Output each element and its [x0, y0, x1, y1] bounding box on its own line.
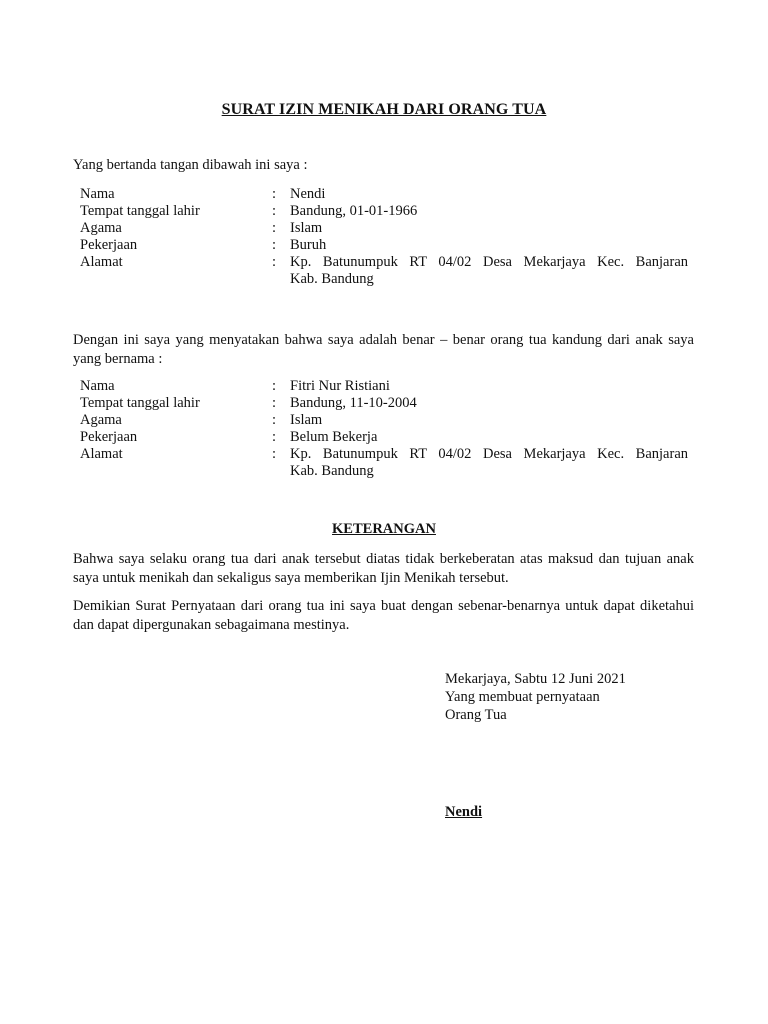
field-value: Buruh	[290, 237, 327, 253]
keterangan-paragraph-2: Demikian Surat Pernyataan dari orang tua ini saya buat dengan sebenar-benarnya untuk dapat diketahui dan dapat dipergunakan sebagaimana mestinya.	[73, 598, 694, 633]
parent-name-row	[80, 186, 694, 203]
parent-job-row	[80, 237, 694, 254]
field-label: Tempat tanggal lahir	[80, 203, 200, 219]
field-separator: :	[272, 378, 277, 394]
keterangan-heading: KETERANGAN	[332, 521, 436, 537]
field-separator: :	[272, 220, 277, 236]
child-info-table	[80, 378, 694, 480]
field-separator: :	[272, 429, 277, 445]
field-value	[290, 254, 688, 288]
child-name-row	[80, 378, 694, 395]
field-label: Tempat tanggal lahir	[80, 395, 200, 411]
field-label: Pekerjaan	[80, 429, 138, 445]
keterangan-paragraph-1: Bahwa saya selaku orang tua dari anak tersebut diatas tidak berkeberatan atas maksud dan tujuan anak saya untuk menikah dan sekaligus saya memberikan Ijin Menikah tersebut.	[73, 551, 694, 586]
parent-address-row	[80, 254, 694, 288]
address-line-2: Kab. Bandung	[290, 463, 374, 479]
field-separator: :	[272, 237, 277, 253]
signature-role: Orang Tua	[445, 707, 507, 723]
signer-name: Nendi	[445, 804, 483, 820]
signature-block	[445, 670, 626, 724]
parent-info-table	[80, 186, 694, 288]
field-value: Bandung, 01-01-1966	[290, 203, 418, 219]
field-separator: :	[272, 186, 277, 202]
child-job-row	[80, 429, 694, 446]
child-religion-row	[80, 412, 694, 429]
field-value: Bandung, 11-10-2004	[290, 395, 417, 411]
field-label: Nama	[80, 186, 115, 202]
field-value	[290, 446, 688, 480]
child-birth-row	[80, 395, 694, 412]
field-value: Islam	[290, 220, 323, 236]
field-label: Nama	[80, 378, 115, 394]
field-separator: :	[272, 446, 277, 462]
address-line-1: Kp. Batunumpuk RT 04/02 Desa Mekarjaya Kec. Banjaran	[290, 254, 688, 270]
field-label: Agama	[80, 412, 122, 428]
signature-maker: Yang membuat pernyataan	[445, 689, 600, 705]
field-value: Islam	[290, 412, 323, 428]
field-separator: :	[272, 412, 277, 428]
address-line-2: Kab. Bandung	[290, 271, 374, 287]
place-date: Mekarjaya, Sabtu 12 Juni 2021	[445, 671, 626, 687]
field-separator: :	[272, 203, 277, 219]
field-label: Alamat	[80, 254, 123, 270]
field-value: Belum Bekerja	[290, 429, 378, 445]
field-separator: :	[272, 254, 277, 270]
field-separator: :	[272, 395, 277, 411]
parent-religion-row	[80, 220, 694, 237]
field-label: Alamat	[80, 446, 123, 462]
field-label: Pekerjaan	[80, 237, 138, 253]
parent-birth-row	[80, 203, 694, 220]
field-value: Nendi	[290, 186, 326, 202]
document-title: SURAT IZIN MENIKAH DARI ORANG TUA	[221, 101, 547, 118]
field-value: Fitri Nur Ristiani	[290, 378, 390, 394]
statement-text: Dengan ini saya yang menyatakan bahwa saya adalah benar – benar orang tua kandung dari anak saya yang bernama :	[73, 332, 694, 367]
intro-text: Yang bertanda tangan dibawah ini saya :	[73, 157, 308, 173]
field-label: Agama	[80, 220, 122, 236]
child-address-row	[80, 446, 694, 480]
address-line-1: Kp. Batunumpuk RT 04/02 Desa Mekarjaya Kec. Banjaran	[290, 446, 688, 462]
